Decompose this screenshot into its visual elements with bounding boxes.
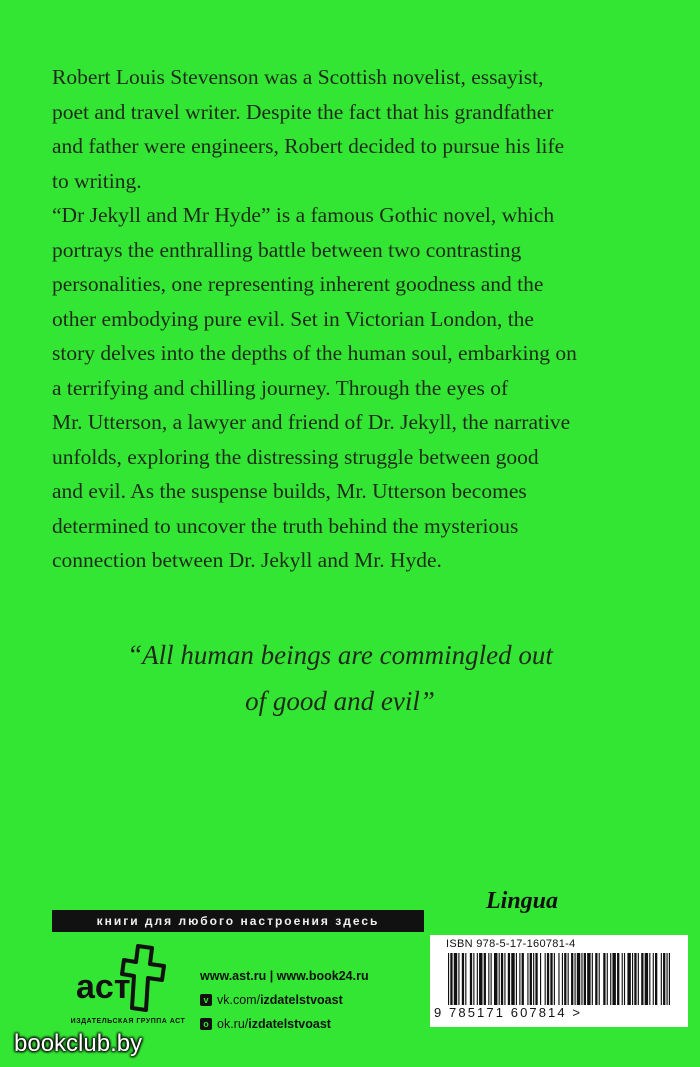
barcode-bar — [669, 953, 670, 1005]
watermark: bookclub.by — [14, 1030, 143, 1057]
isbn-label: ISBN 978-5-17-160781-4 — [446, 938, 576, 950]
barcode-bar — [634, 953, 636, 1005]
publisher-links — [200, 964, 369, 1036]
barcode-bar — [661, 953, 662, 1005]
barcode-bar — [508, 953, 510, 1005]
quote-line-1: “All human beings are commingled out — [127, 640, 553, 670]
barcode-panel — [430, 935, 688, 1027]
barcode-bar — [638, 953, 639, 1005]
ok-prefix: ok.ru/ — [217, 1017, 249, 1031]
description-line: determined to uncover the truth behind the mysterious — [52, 513, 519, 538]
barcode-bar — [511, 953, 514, 1005]
vk-link — [200, 988, 369, 1012]
barcode-bar — [641, 953, 643, 1005]
publisher-caption: ИЗДАТЕЛЬСКАЯ ГРУППА АСТ — [70, 1018, 186, 1025]
description-line: portrays the enthralling battle between two contrasting — [52, 237, 522, 262]
description-line: a terrifying and chilling journey. Through the eyes of — [52, 375, 509, 400]
quote-line-2: of good and evil” — [245, 686, 435, 716]
barcode-bar — [545, 953, 546, 1005]
description-line: connection between Dr. Jekyll and Mr. Hyde. — [52, 548, 442, 572]
description-line: Mr. Utterson, a lawyer and friend of Dr. Jekyll, the narrative — [52, 410, 571, 434]
vk-icon: v — [200, 994, 212, 1006]
description-line: other embodying pure evil. Set in Victorian London, the — [52, 306, 534, 331]
barcode-bar — [473, 953, 474, 1005]
barcode-bar — [533, 953, 534, 1005]
barcode-bar — [540, 953, 541, 1005]
barcode-bar — [527, 953, 528, 1005]
barcode-bar — [581, 953, 582, 1005]
barcode-bar — [610, 953, 611, 1005]
website-links: www.ast.ru | www.book24.ru — [200, 969, 369, 983]
barcode-bar — [530, 953, 532, 1005]
barcode-bar — [522, 953, 524, 1005]
barcode-bar — [519, 953, 520, 1005]
barcode-bar — [462, 953, 464, 1005]
ok-handle: izdatelstvoast — [248, 1017, 331, 1031]
barcode-bar — [663, 953, 665, 1005]
barcode-bar — [504, 953, 505, 1005]
barcode-bar — [550, 953, 552, 1005]
description-line: story delves into the depths of the human soul, embarking on — [52, 341, 577, 365]
barcode-bar — [587, 953, 590, 1005]
barcode-bar — [516, 953, 517, 1005]
barcode-bar — [595, 953, 597, 1005]
barcode-bar — [491, 953, 492, 1005]
description-line: to writing. — [52, 168, 142, 193]
barcode-bar — [584, 953, 586, 1005]
barcode-bar — [612, 953, 615, 1005]
barcode-bar — [592, 953, 593, 1005]
barcode-bar — [564, 953, 566, 1005]
barcode-bar — [499, 953, 500, 1005]
barcode-bar — [479, 953, 482, 1005]
description-line: and father were engineers, Robert decided to pursue his life — [52, 134, 565, 158]
barcode-digits: 9 785171 607814 > — [434, 1005, 583, 1020]
barcode-bar — [484, 953, 486, 1005]
barcode-bar — [622, 953, 623, 1005]
barcode-bar — [454, 953, 457, 1005]
description-line: poet and travel writer. Despite the fact that his grandfather — [52, 99, 554, 124]
barcode-bar — [607, 953, 608, 1005]
barcode-bar — [667, 953, 668, 1005]
barcode-bar — [632, 953, 633, 1005]
description-line: “Dr Jekyll and Mr Hyde” is a famous Gothic novel, which — [52, 203, 555, 227]
ok-link — [200, 1012, 369, 1036]
barcode-bar — [653, 953, 654, 1005]
barcode-bar — [554, 953, 555, 1005]
barcode-bar — [470, 953, 472, 1005]
barcode-bar — [655, 953, 657, 1005]
ast-logo — [70, 938, 190, 1018]
barcode-bar — [547, 953, 549, 1005]
barcode-bar — [575, 953, 576, 1005]
ok-icon: o — [200, 1018, 212, 1030]
tagline-banner: книги для любого настроения здесь — [52, 910, 424, 932]
barcode-bar — [477, 953, 478, 1005]
barcode-bar — [624, 953, 625, 1005]
book-description — [52, 60, 612, 578]
barcode-bar — [562, 953, 563, 1005]
barcode-bar — [568, 953, 569, 1005]
barcode-bar — [535, 953, 537, 1005]
barcode-bar — [501, 953, 503, 1005]
barcode-bar — [450, 953, 452, 1005]
barcode-bar — [458, 953, 459, 1005]
barcode-bar — [617, 953, 619, 1005]
pull-quote — [0, 632, 680, 724]
vk-prefix: vk.com/ — [217, 993, 261, 1007]
barcode-bar — [448, 953, 449, 1005]
lingua-imprint-logo: Lingua — [486, 888, 559, 914]
vk-handle: izdatelstvoast — [260, 993, 343, 1007]
description-line: and evil. As the suspense builds, Mr. Utterson becomes — [52, 479, 527, 503]
description-line: Robert Louis Stevenson was a Scottish novelist, essayist, — [52, 65, 544, 89]
barcode — [448, 953, 670, 1005]
barcode-bar — [494, 953, 497, 1005]
description-line: unfolds, exploring the distressing struggle between good — [52, 444, 539, 469]
barcode-bar — [465, 953, 466, 1005]
barcode-bar — [649, 953, 650, 1005]
barcode-bar — [603, 953, 605, 1005]
description-line: personalities, one representing inherent goodness and the — [52, 272, 544, 296]
barcode-bar — [627, 953, 630, 1005]
barcode-bar — [571, 953, 573, 1005]
barcode-bar — [577, 953, 580, 1005]
barcode-bar — [599, 953, 600, 1005]
barcode-bar — [558, 953, 559, 1005]
ast-logo-letters: aст — [76, 968, 131, 1006]
barcode-bar — [645, 953, 648, 1005]
barcode-bar — [488, 953, 489, 1005]
